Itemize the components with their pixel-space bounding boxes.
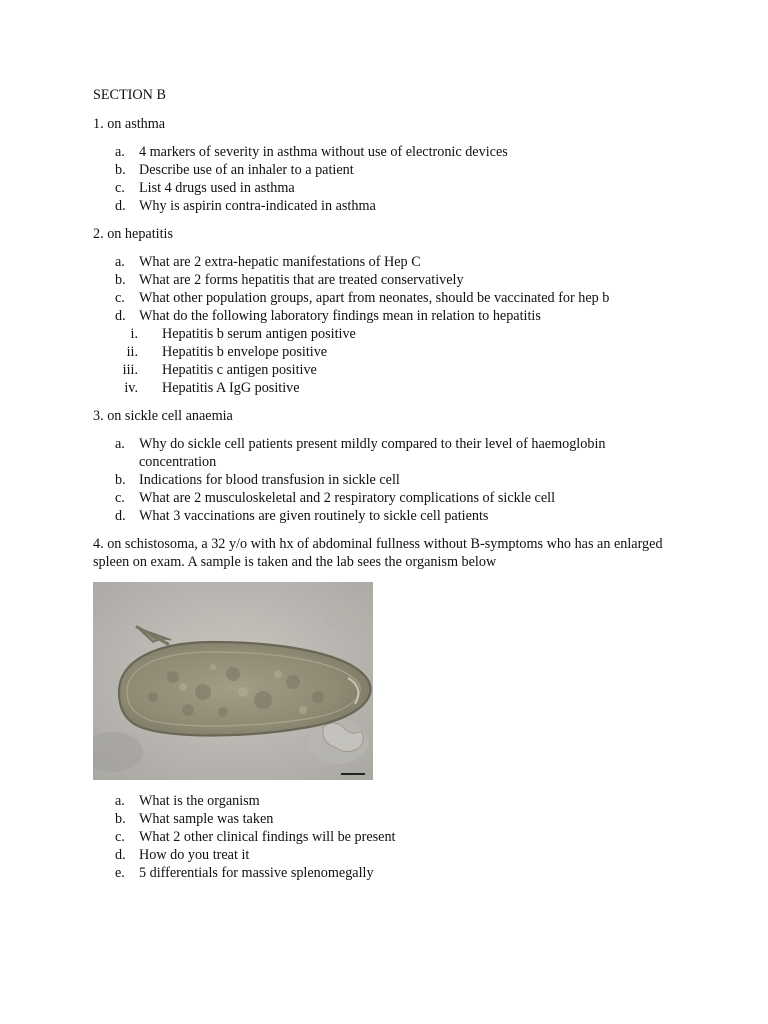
list-item [93,846,673,864]
item-label: a. [115,793,125,809]
question-3-heading: 3. on sickle cell anaemia [93,408,233,424]
question-2-items [93,253,673,397]
item-label: c. [115,290,125,306]
sublist-container [93,325,673,397]
subitem-text: Hepatitis b serum antigen positive [162,326,356,342]
item-label: c. [115,490,125,506]
list-item [93,289,673,307]
item-text: What is the organism [139,793,260,809]
item-text: What do the following laboratory findings mean in relation to hepatitis [139,308,541,324]
question-2-heading: 2. on hepatitis [93,226,173,242]
item-text: Describe use of an inhaler to a patient [139,162,354,178]
question-1-heading: 1. on asthma [93,116,166,132]
item-text: What are 2 musculoskeletal and 2 respiratory complications of sickle cell [139,490,556,506]
list-item [93,197,673,215]
item-label: e. [115,865,125,881]
item-text: What sample was taken [139,811,274,827]
item-text: 5 differentials for massive splenomegally [139,865,374,881]
item-label: c. [115,829,125,845]
item-text: What are 2 forms hepatitis that are treated conservatively [139,272,464,288]
item-label: b. [115,272,126,288]
item-text: What other population groups, apart from neonates, should be vaccinated for hep b [139,290,610,306]
item-text: Indications for blood transfusion in sickle cell [139,472,400,488]
schistosoma-egg-micrograph [93,582,373,780]
list-item [93,489,673,507]
list-item [93,143,673,161]
item-text: Why do sickle cell patients present mildly compared to their level of haemoglobin concentration [139,436,606,470]
subitem-label: ii. [126,344,138,360]
question-4-items [93,792,673,882]
question-3-items [93,435,673,525]
item-text: What are 2 extra-hepatic manifestations of Hep C [139,254,421,270]
list-item [93,161,673,179]
subitem-text: Hepatitis A IgG positive [162,380,300,396]
question-4-heading: 4. on schistosoma, a 32 y/o with hx of abdominal fullness without B-symptoms who has an enlarged spleen on exam. A sample is taken and the lab sees the organism below [93,536,663,570]
item-label: b. [115,472,126,488]
list-item [93,435,673,471]
sub-list-item [93,361,673,379]
item-label: d. [115,308,126,324]
item-label: d. [115,847,126,863]
list-item [93,507,673,525]
subitem-label: iii. [122,362,138,378]
list-item [93,471,673,489]
list-item [93,253,673,271]
item-text: List 4 drugs used in asthma [139,180,295,196]
section-title: SECTION B [93,87,166,103]
item-label: d. [115,508,126,524]
subitem-text: Hepatitis b envelope positive [162,344,328,360]
item-label: b. [115,162,126,178]
list-item [93,810,673,828]
list-item [93,864,673,882]
item-label: b. [115,811,126,827]
item-text: Why is aspirin contra-indicated in asthma [139,198,376,214]
sub-list-item [93,343,673,361]
item-text: How do you treat it [139,847,250,863]
list-item [93,792,673,810]
sub-list-item [93,325,673,343]
list-item [93,828,673,846]
item-label: a. [115,254,125,270]
document-page [93,86,673,892]
item-label: d. [115,198,126,214]
list-item [93,307,673,325]
item-text: What 3 vaccinations are given routinely to sickle cell patients [139,508,489,524]
question-1-items [93,143,673,215]
item-label: c. [115,180,125,196]
item-text: What 2 other clinical findings will be present [139,829,396,845]
item-text: 4 markers of severity in asthma without use of electronic devices [139,144,508,160]
item-label: a. [115,144,125,160]
item-label: a. [115,436,125,452]
list-item [93,179,673,197]
subitem-label: iv. [124,380,138,396]
subitem-text: Hepatitis c antigen positive [162,362,317,378]
list-item [93,271,673,289]
question-2-subitems [93,325,673,397]
subitem-label: i. [130,326,138,342]
sub-list-item [93,379,673,397]
